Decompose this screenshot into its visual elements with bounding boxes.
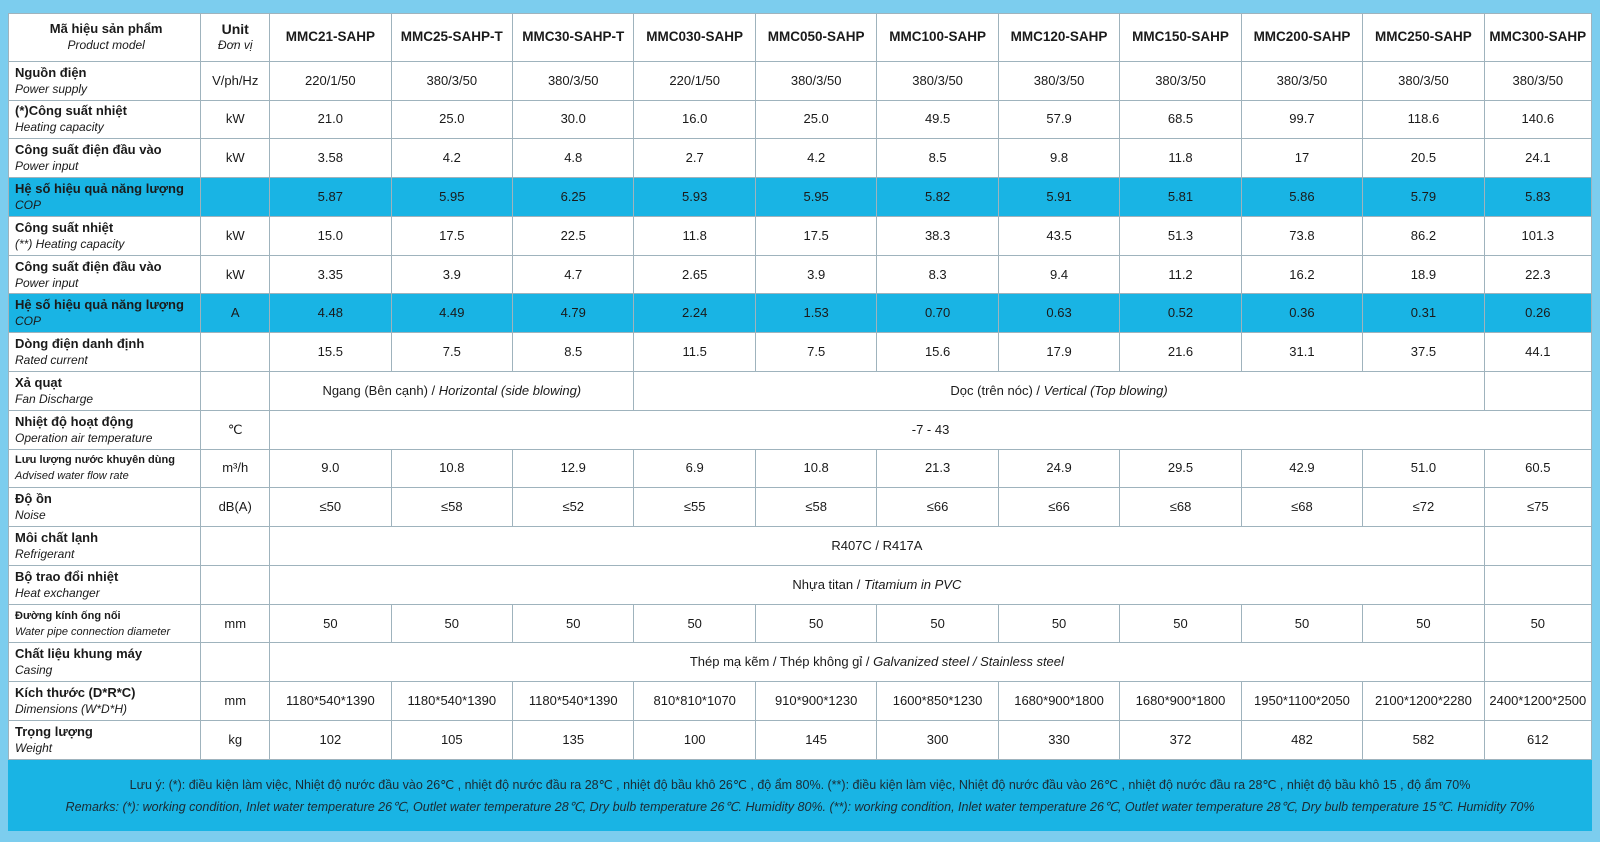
rated-current-row (9, 333, 1592, 372)
value-cell: 86.2 (1363, 216, 1484, 255)
value-cell: 50 (1484, 604, 1591, 643)
pipe-label (9, 604, 201, 643)
value-cell: 43.5 (998, 216, 1119, 255)
input2-unit: kW (201, 255, 270, 294)
value-cell: 1180*540*1390 (513, 682, 634, 721)
refrigerant-unit (201, 527, 270, 566)
weight-label-vi: Trọng lượng (15, 724, 93, 739)
cop2-unit: A (201, 294, 270, 333)
value-cell: 16.0 (634, 100, 755, 139)
water_flow-unit: m³/h (201, 449, 270, 488)
weight-label-en: Weight (15, 741, 53, 755)
value-cell: 9.4 (998, 255, 1119, 294)
input1-row (9, 139, 1592, 178)
value-cell: 21.0 (270, 100, 391, 139)
exchanger-label-en: Heat exchanger (15, 585, 100, 600)
value-cell: 11.8 (634, 216, 755, 255)
remarks-en: Remarks: (*): working condition, Inlet water temperature 26℃, Outlet water temperature 28℃, Dry bulb temperature 26℃. Humidity 80%. (**): working condition, Inlet water temperature 26℃, Outlet water temperature 28℃, Dry bulb temperature 15℃. Humidity 70% (65, 799, 1535, 814)
input2-label (9, 255, 201, 294)
value-cell: 11.5 (634, 333, 755, 372)
value-cell: 3.9 (391, 255, 512, 294)
water_flow-label (9, 449, 201, 488)
value-cell: 31.1 (1241, 333, 1362, 372)
value-cell: 2100*1200*2280 (1363, 682, 1484, 721)
value-cell: 9.0 (270, 449, 391, 488)
input1-label-vi: Công suất điện đầu vào (15, 142, 162, 158)
value-cell: 16.2 (1241, 255, 1362, 294)
value-cell: ≤66 (998, 488, 1119, 527)
temp-label-vi: Nhiệt độ hoạt động (15, 413, 134, 429)
value-cell: 51.3 (1120, 216, 1241, 255)
value-cell: 37.5 (1363, 333, 1484, 372)
spec-sheet (8, 13, 1592, 831)
input2-label-vi: Công suất điện đầu vào (15, 258, 162, 274)
fan-label-en: Fan Discharge (15, 391, 94, 406)
exchanger-unit (201, 565, 270, 604)
value-cell: 380/3/50 (1241, 61, 1362, 100)
value-cell: 135 (513, 721, 634, 760)
value-cell: 2.24 (634, 294, 755, 333)
value-cell: ≤55 (634, 488, 755, 527)
remarks-vi: Lưu ý: (*): điều kiện làm việc, Nhiệt độ nước đầu vào 26℃ , nhiệt độ nước đầu ra 28℃ , nhiệt độ bầu khô 26℃ , độ ẩm 80%. (**): điều kiện làm việc, Nhiệt độ nước đầu vào 26℃ , nhiệt độ nước đầu ra 28℃ , nhiệt độ bầu khô 15 , độ ẩm 70% (129, 777, 1471, 792)
value-cell: 99.7 (1241, 100, 1362, 139)
value-cell: 5.79 (1363, 178, 1484, 217)
power_supply-unit: V/ph/Hz (201, 61, 270, 100)
refrigerant-label-vi: Môi chất lạnh (15, 530, 99, 545)
value-cell: 24.9 (998, 449, 1119, 488)
input1-label (9, 139, 201, 178)
model-header: MMC050-SAHP (755, 14, 876, 62)
value-cell: 380/3/50 (391, 61, 512, 100)
power-supply-row (9, 61, 1592, 100)
value-cell: 6.9 (634, 449, 755, 488)
value-cell: ≤50 (270, 488, 391, 527)
fan-label-vi: Xả quạt (15, 374, 62, 390)
value-cell: 11.2 (1120, 255, 1241, 294)
value-cell: 11.8 (1120, 139, 1241, 178)
value-cell: 4.8 (513, 139, 634, 178)
heating2-label (9, 216, 201, 255)
casing-unit (201, 643, 270, 682)
value-cell: 105 (391, 721, 512, 760)
product-model-header (9, 14, 201, 62)
cop2-row (9, 294, 1592, 333)
value-cell: 15.0 (270, 216, 391, 255)
value-cell: 5.95 (391, 178, 512, 217)
model-header: MMC300-SAHP (1484, 14, 1591, 62)
value-cell: 4.48 (270, 294, 391, 333)
dimensions-row (9, 682, 1592, 721)
remarks-box (8, 760, 1592, 831)
value-cell: 3.9 (755, 255, 876, 294)
value-cell: 380/3/50 (1363, 61, 1484, 100)
value-cell: 68.5 (1120, 100, 1241, 139)
value-cell: 380/3/50 (877, 61, 998, 100)
value-cell: 50 (755, 604, 876, 643)
fan-label (9, 371, 201, 410)
value-cell: 0.63 (998, 294, 1119, 333)
unit-title: Unit (221, 21, 249, 38)
noise-row (9, 488, 1592, 527)
refrigerant-row (9, 527, 1592, 566)
value-cell: 1600*850*1230 (877, 682, 998, 721)
value-cell: 20.5 (1363, 139, 1484, 178)
fan-horizontal-vi: Ngang (Bên cạnh) / (322, 382, 439, 398)
casing-label-vi: Chất liệu khung máy (15, 646, 143, 662)
value-cell: 2400*1200*2500 (1484, 682, 1591, 721)
weight-label (9, 721, 201, 760)
refrigerant-label-en: Refrigerant (15, 547, 75, 561)
value-cell: 21.6 (1120, 333, 1241, 372)
dimensions-label-en: Dimensions (W*D*H) (15, 702, 128, 717)
value-cell: 1180*540*1390 (391, 682, 512, 721)
value-cell: 5.91 (998, 178, 1119, 217)
model-header: MMC250-SAHP (1363, 14, 1484, 62)
fan-vertical-en: Vertical (Top blowing) (1043, 382, 1168, 398)
value-cell: 3.35 (270, 255, 391, 294)
value-cell: 0.26 (1484, 294, 1591, 333)
value-cell: 1680*900*1800 (998, 682, 1119, 721)
heating2-row (9, 216, 1592, 255)
weight-unit: kg (201, 721, 270, 760)
empty-cell (1484, 565, 1591, 604)
value-cell: 5.87 (270, 178, 391, 217)
value-cell: 50 (270, 604, 391, 643)
value-cell: 10.8 (755, 449, 876, 488)
cop1-label-vi: Hệ số hiệu quả năng lượng (15, 180, 184, 196)
value-cell: 5.83 (1484, 178, 1591, 217)
value-cell: 5.93 (634, 178, 755, 217)
exchanger-row (9, 565, 1592, 604)
rated_current-label-vi: Dòng điện danh định (15, 336, 145, 352)
value-cell: 5.81 (1120, 178, 1241, 217)
value-cell: 5.86 (1241, 178, 1362, 217)
value-cell: 380/3/50 (1120, 61, 1241, 100)
noise-label-vi: Độ ồn (15, 491, 52, 507)
input2-label-en: Power input (15, 275, 79, 290)
heating1-label-vi: (*)Công suất nhiệt (15, 103, 127, 119)
value-cell: 118.6 (1363, 100, 1484, 139)
value-cell: 2.65 (634, 255, 755, 294)
value-cell: 100 (634, 721, 755, 760)
temp-unit: ℃ (201, 410, 270, 449)
value-cell: 612 (1484, 721, 1591, 760)
pipe-label-vi: Đường kính ống nối (15, 609, 121, 622)
casing-value-en: Galvanized steel / Stainless steel (873, 654, 1064, 670)
value-cell: 50 (1363, 604, 1484, 643)
value-cell: 380/3/50 (513, 61, 634, 100)
casing-value-vi: Thép mạ kẽm / Thép không gỉ / (689, 654, 874, 670)
heating1-unit: kW (201, 100, 270, 139)
value-cell: 5.82 (877, 178, 998, 217)
value-cell: 4.49 (391, 294, 512, 333)
value-cell: 220/1/50 (270, 61, 391, 100)
value-cell: 49.5 (877, 100, 998, 139)
product-model-vi: Mã hiệu sản phẩm (49, 21, 163, 37)
unit-header (201, 14, 270, 62)
value-cell: ≤58 (755, 488, 876, 527)
empty-cell (1484, 371, 1591, 410)
heating2-unit: kW (201, 216, 270, 255)
heating2-label-en: (**) Heating capacity (15, 236, 125, 251)
value-cell: 50 (391, 604, 512, 643)
noise-unit: dB(A) (201, 488, 270, 527)
empty-cell (1484, 527, 1591, 566)
value-cell: 17.9 (998, 333, 1119, 372)
value-cell: 0.31 (1363, 294, 1484, 333)
value-cell: 15.5 (270, 333, 391, 372)
value-cell: 1950*1100*2050 (1241, 682, 1362, 721)
value-cell: 60.5 (1484, 449, 1591, 488)
header-row (9, 14, 1592, 62)
value-cell: 4.2 (391, 139, 512, 178)
value-cell: 0.52 (1120, 294, 1241, 333)
cop1-label (9, 178, 201, 217)
value-cell: 44.1 (1484, 333, 1591, 372)
value-cell: 50 (998, 604, 1119, 643)
value-cell: 17.5 (391, 216, 512, 255)
pipe-label-en: Water pipe connection diameter (15, 625, 171, 638)
value-cell: 17.5 (755, 216, 876, 255)
cop1-row (9, 178, 1592, 217)
value-cell: 50 (1120, 604, 1241, 643)
value-cell: 380/3/50 (1484, 61, 1591, 100)
model-header: MMC100-SAHP (877, 14, 998, 62)
dimensions-unit: mm (201, 682, 270, 721)
value-cell: 582 (1363, 721, 1484, 760)
fan-row (9, 371, 1592, 410)
temp-value: -7 - 43 (270, 410, 1592, 449)
cop1-label-en: COP (15, 197, 42, 212)
value-cell: 29.5 (1120, 449, 1241, 488)
value-cell: 17 (1241, 139, 1362, 178)
exchanger-label (9, 565, 201, 604)
empty-cell (1484, 643, 1591, 682)
casing-value (270, 643, 1485, 682)
value-cell: 10.8 (391, 449, 512, 488)
value-cell: 73.8 (1241, 216, 1362, 255)
model-header: MMC120-SAHP (998, 14, 1119, 62)
value-cell: ≤68 (1241, 488, 1362, 527)
heating1-label (9, 100, 201, 139)
value-cell: 38.3 (877, 216, 998, 255)
value-cell: 4.2 (755, 139, 876, 178)
value-cell: ≤68 (1120, 488, 1241, 527)
fan-horizontal-en: Horizontal (side blowing) (438, 382, 582, 398)
value-cell: 50 (513, 604, 634, 643)
model-header: MMC25-SAHP-T (391, 14, 512, 62)
value-cell: 4.79 (513, 294, 634, 333)
input2-row (9, 255, 1592, 294)
cop2-label-vi: Hệ số hiệu quả năng lượng (15, 297, 184, 313)
value-cell: 372 (1120, 721, 1241, 760)
water-flow-row (9, 449, 1592, 488)
fan-unit (201, 371, 270, 410)
value-cell: 330 (998, 721, 1119, 760)
value-cell: 9.8 (998, 139, 1119, 178)
value-cell: 18.9 (1363, 255, 1484, 294)
input1-unit: kW (201, 139, 270, 178)
value-cell: 3.58 (270, 139, 391, 178)
value-cell: 50 (634, 604, 755, 643)
value-cell: 4.7 (513, 255, 634, 294)
value-cell: 21.3 (877, 449, 998, 488)
water_flow-label-en: Advised water flow rate (15, 470, 129, 483)
value-cell: 145 (755, 721, 876, 760)
pipe-unit: mm (201, 604, 270, 643)
power_supply-label-en: Power supply (15, 81, 88, 96)
temp-label (9, 410, 201, 449)
casing-label (9, 643, 201, 682)
value-cell: 12.9 (513, 449, 634, 488)
exchanger-value-vi: Nhựa titan / (792, 576, 864, 592)
noise-label-en: Noise (15, 508, 46, 523)
refrigerant-value: R407C / R417A (270, 527, 1485, 566)
dimensions-label (9, 682, 201, 721)
temp-label-en: Operation air temperature (15, 430, 153, 445)
heating1-row (9, 100, 1592, 139)
value-cell: 30.0 (513, 100, 634, 139)
temp-row (9, 410, 1592, 449)
value-cell: 910*900*1230 (755, 682, 876, 721)
casing-row (9, 643, 1592, 682)
value-cell: ≤75 (1484, 488, 1591, 527)
value-cell: 380/3/50 (998, 61, 1119, 100)
model-header: MMC030-SAHP (634, 14, 755, 62)
noise-label (9, 488, 201, 527)
value-cell: 140.6 (1484, 100, 1591, 139)
rated_current-label (9, 333, 201, 372)
fan-horizontal-cell (270, 371, 634, 410)
heating2-label-vi: Công suất nhiệt (15, 219, 114, 235)
value-cell: 8.3 (877, 255, 998, 294)
value-cell: 5.95 (755, 178, 876, 217)
model-header: MMC150-SAHP (1120, 14, 1241, 62)
cop2-label-en: COP (15, 314, 42, 329)
value-cell: 25.0 (391, 100, 512, 139)
value-cell: 1680*900*1800 (1120, 682, 1241, 721)
value-cell: 300 (877, 721, 998, 760)
value-cell: 101.3 (1484, 216, 1591, 255)
cop2-label (9, 294, 201, 333)
value-cell: 50 (1241, 604, 1362, 643)
value-cell: ≤58 (391, 488, 512, 527)
value-cell: 1180*540*1390 (270, 682, 391, 721)
value-cell: 57.9 (998, 100, 1119, 139)
value-cell: 6.25 (513, 178, 634, 217)
value-cell: 22.3 (1484, 255, 1591, 294)
value-cell: 15.6 (877, 333, 998, 372)
water_flow-label-vi: Lưu lượng nước khuyên dùng (15, 454, 175, 467)
value-cell: 810*810*1070 (634, 682, 755, 721)
value-cell: 42.9 (1241, 449, 1362, 488)
casing-label-en: Casing (15, 663, 53, 678)
value-cell: 25.0 (755, 100, 876, 139)
value-cell: 482 (1241, 721, 1362, 760)
value-cell: 7.5 (755, 333, 876, 372)
weight-row (9, 721, 1592, 760)
value-cell: 8.5 (877, 139, 998, 178)
value-cell: 2.7 (634, 139, 755, 178)
fan-vertical-cell (634, 371, 1484, 410)
input1-label-en: Power input (15, 159, 79, 174)
value-cell: 102 (270, 721, 391, 760)
unit-subtitle: Đơn vị (217, 38, 253, 53)
value-cell: ≤52 (513, 488, 634, 527)
rated_current-label-en: Rated current (15, 353, 88, 368)
exchanger-value (270, 565, 1485, 604)
value-cell: 22.5 (513, 216, 634, 255)
power_supply-label (9, 61, 201, 100)
model-header: MMC30-SAHP-T (513, 14, 634, 62)
model-header: MMC200-SAHP (1241, 14, 1362, 62)
rated_current-unit (201, 333, 270, 372)
value-cell: 220/1/50 (634, 61, 755, 100)
exchanger-value-en: Titamium in PVC (863, 576, 962, 592)
heating1-label-en: Heating capacity (15, 120, 104, 135)
spec-table (8, 13, 1592, 760)
value-cell: 0.70 (877, 294, 998, 333)
dimensions-label-vi: Kích thước (D*R*C) (15, 685, 136, 701)
pipe-row (9, 604, 1592, 643)
product-model-en: Product model (67, 38, 145, 53)
cop1-unit (201, 178, 270, 217)
fan-vertical-vi: Dọc (trên nóc) / (950, 382, 1044, 398)
power_supply-label-vi: Nguồn điện (15, 64, 87, 80)
value-cell: 24.1 (1484, 139, 1591, 178)
value-cell: ≤72 (1363, 488, 1484, 527)
refrigerant-label (9, 527, 201, 566)
exchanger-label-vi: Bộ trao đổi nhiệt (15, 568, 119, 584)
value-cell: 50 (877, 604, 998, 643)
model-header: MMC21-SAHP (270, 14, 391, 62)
value-cell: ≤66 (877, 488, 998, 527)
value-cell: 380/3/50 (755, 61, 876, 100)
value-cell: 1.53 (755, 294, 876, 333)
value-cell: 0.36 (1241, 294, 1362, 333)
value-cell: 7.5 (391, 333, 512, 372)
value-cell: 8.5 (513, 333, 634, 372)
value-cell: 51.0 (1363, 449, 1484, 488)
